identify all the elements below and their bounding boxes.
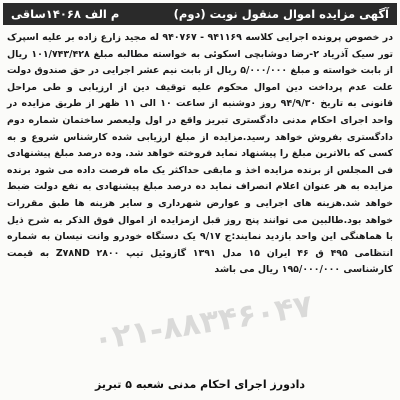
phone-watermark: ۰۲۱-۸۸۳۴۶۰۴۷ — [91, 287, 315, 359]
ad-header-bar — [3, 3, 397, 25]
ad-body-text: در خصوص پرونده اجرایی کلاسه ۹۴۱۱۶۹ - ۹۴۰۷۶۷ له مجید زارع زاده بر علیه اسپرک تور سیک آذریاد ۲-رضا دوشابچی اسکوئی به خواسته مطالبه مبلغ ۱۰۱/۷۴۳/۴۲۸ ریال از بابت خواسته و مبلغ ۵/۰۰۰/۰۰۰ ریال از بابت نیم عشر اجرایی در حق صندوق دولت علت عدم پرداخت دین اموال محکوم علیه توقیف دین از ارزیابی و طی مراحل قانونی به تاریخ ۹۴/۹/۳۰ روز دوشنبه از ساعت ۱۰ الی ۱۱ ظهر از طریق مزایده در واحد اجرای احکام مدنی دادگستری تبریز واقع در اول ولیعصر ساختمان شماره دوم دادگستری بفروش خواهد رسید.مزایده از مبلغ ارزیابی شده کارشناس شروع و به کسی که بالاترین مبلغ را پیشنهاد نماید فروخته خواهد شد. وده درصد مبلغ پیشنهادی فی المجلس از برنده مزایده اخذ و مابقی حداکثر یک ماه فرصت داده می شود برنده مزایده به هر عنوان اعلام انصراف نماید ده درصد مبلغ پیشنهادی به نفع دولت ضبط خواهد شد.هزینه های اجرایی و عوارض شهرداری و سایر هزینه ها طبق مقررات خواهد بود.طالبین می توانند پنج روز قبل ازمزایده از اموال فوق الذکر به شرح ذیل با هماهنگی این واحد بازدید نمایند:ج ۹/۱۷ یک دستگاه خودرو وانت نیسان به شماره انتظامی ۴۹۵ ق ۴۶ ایران ۱۵ مدل ۱۳۹۱ گازوئیل تیپ Z۷۸ND ۲۸۰۰ به قیمت کارشناسی ۱۹۵/۰۰۰/۰۰۰ ریال می باشد — [7, 32, 394, 276]
ad-body — [7, 30, 393, 279]
ad-reference-number: م الف ۱۴۰۶۸ساقی — [11, 7, 120, 21]
ad-title: آگهی مزایده اموال منقول نوبت (دوم) — [173, 7, 389, 21]
ad-signature: دادورز اجرای احکام مدنی شعبه ۵ تبریز — [94, 378, 305, 391]
